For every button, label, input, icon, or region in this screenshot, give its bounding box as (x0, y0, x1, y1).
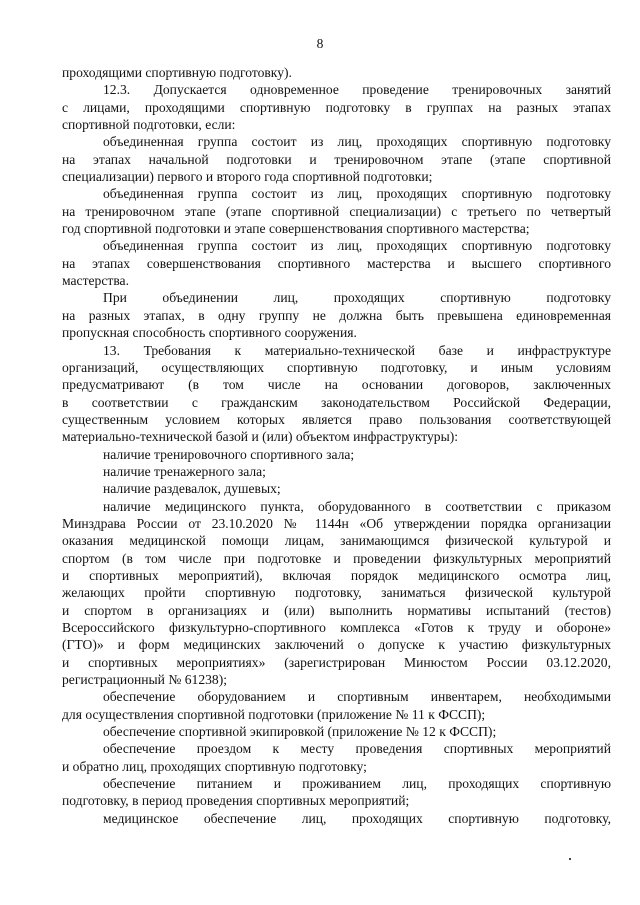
text-line: и спортом в организациях и (или) выполнить нормативы испытаний (тестов) (62, 602, 611, 618)
text-line: и спортивных мероприятий), включая порядок медицинского осмотра лиц, (62, 567, 611, 583)
text-line: регистрационный № 61238); (62, 672, 228, 688)
text-line: и спортивных мероприятиях» (зарегистрирован Минюстом России 03.12.2020, (62, 654, 611, 670)
text-line: пропускная способность спортивного сооружения. (62, 325, 357, 341)
text-line: для осуществления спортивной подготовки (приложение № 11 к ФССП); (62, 706, 486, 722)
text-line: Всероссийского физкультурно-спортивного комплекса «Готов к труду и обороне» (62, 620, 611, 635)
document-body (62, 64, 611, 827)
text-line: наличие тренировочного спортивного зала; (103, 446, 355, 462)
text-line: мастерства. (62, 273, 129, 289)
text-line: 13. Требования к материально-технической базе и инфраструктуре (103, 342, 611, 358)
text-line: с лицами, проходящими спортивную подготовку в группах на разных этапах (62, 99, 611, 115)
text-line: (ГТО)» и форм медицинских заключений о допуске к участию физкультурных (62, 637, 611, 653)
text-line: подготовку, в период проведения спортивных мероприятий; (62, 793, 410, 809)
text-line: на разных этапах, в одну группу не должна быть превышена единовременная (62, 307, 611, 323)
text-line: в соответствии с гражданским законодательством Российской Федерации, (62, 394, 611, 410)
text-line: на этапах начальной подготовки и тренировочном этапе (этапе спортивной (62, 151, 611, 167)
text-line: обеспечение питанием и проживанием лиц, проходящих спортивную (103, 776, 611, 792)
text-line: год спортивной подготовки и этапе совершенствования спортивного мастерства; (62, 221, 530, 237)
text-line: спортивной подготовки, если: (62, 117, 236, 133)
text-line: обеспечение спортивной экипировкой (приложение № 12 к ФССП); (103, 724, 497, 740)
text-line: специализации) первого и второго года спортивной подготовки; (62, 169, 433, 185)
text-line: объединенная группа состоит из лиц, проходящих спортивную подготовку (103, 186, 611, 202)
text-line: желающих пройти спортивную подготовку, заниматься физической культурой (62, 585, 611, 601)
page-number: 8 (316, 36, 324, 51)
text-line: спортом (в том числе при подготовке и проведении физкультурных мероприятий (62, 550, 611, 566)
text-line: обеспечение оборудованием и спортивным инвентарем, необходимыми (103, 689, 611, 705)
text-line: наличие медицинского пункта, оборудованного в соответствии с приказом (103, 498, 611, 514)
text-line: Минздрава России от 23.10.2020 № 1144н «Об утверждении порядка организации (62, 515, 611, 531)
text-line: и обратно лиц, проходящих спортивную подготовку; (62, 758, 367, 774)
text-line: объединенная группа состоит из лиц, проходящих спортивную подготовку (103, 238, 611, 254)
text-line: на тренировочном этапе (этапе спортивной специализации) с третьего по четвертый (62, 203, 611, 219)
text-line: проходящими спортивную подготовку). (62, 65, 292, 80)
text-line: предусматривают (в том числе на основании договоров, заключенных (62, 377, 611, 393)
text-line: При объединении лиц, проходящих спортивную подготовку (103, 290, 611, 306)
text-line: объединенная группа состоит из лиц, проходящих спортивную подготовку (103, 134, 611, 150)
text-line: обеспечение проездом к месту проведения спортивных мероприятий (103, 741, 611, 757)
text-line: существенным условием которых является право пользования соответствующей (62, 411, 611, 427)
text-line: наличие раздевалок, душевых; (103, 481, 281, 497)
text-line: 12.3. Допускается одновременное проведение тренировочных занятий (103, 82, 611, 98)
text-line: наличие тренажерного зала; (103, 463, 266, 479)
text-line: материально-технической базой и (или) объектом инфраструктуры): (62, 429, 459, 445)
text-line: медицинское обеспечение лиц, проходящих спортивную подготовку, (103, 810, 611, 826)
text-line: на этапах совершенствования спортивного мастерства и высшего спортивного (62, 255, 611, 271)
scan-speck (569, 858, 571, 860)
text-line: оказания медицинской помощи лицам, занимающимся физической культурой и (62, 533, 611, 549)
text-line: организаций, осуществляющих спортивную подготовку, и иным условиям (62, 359, 611, 375)
